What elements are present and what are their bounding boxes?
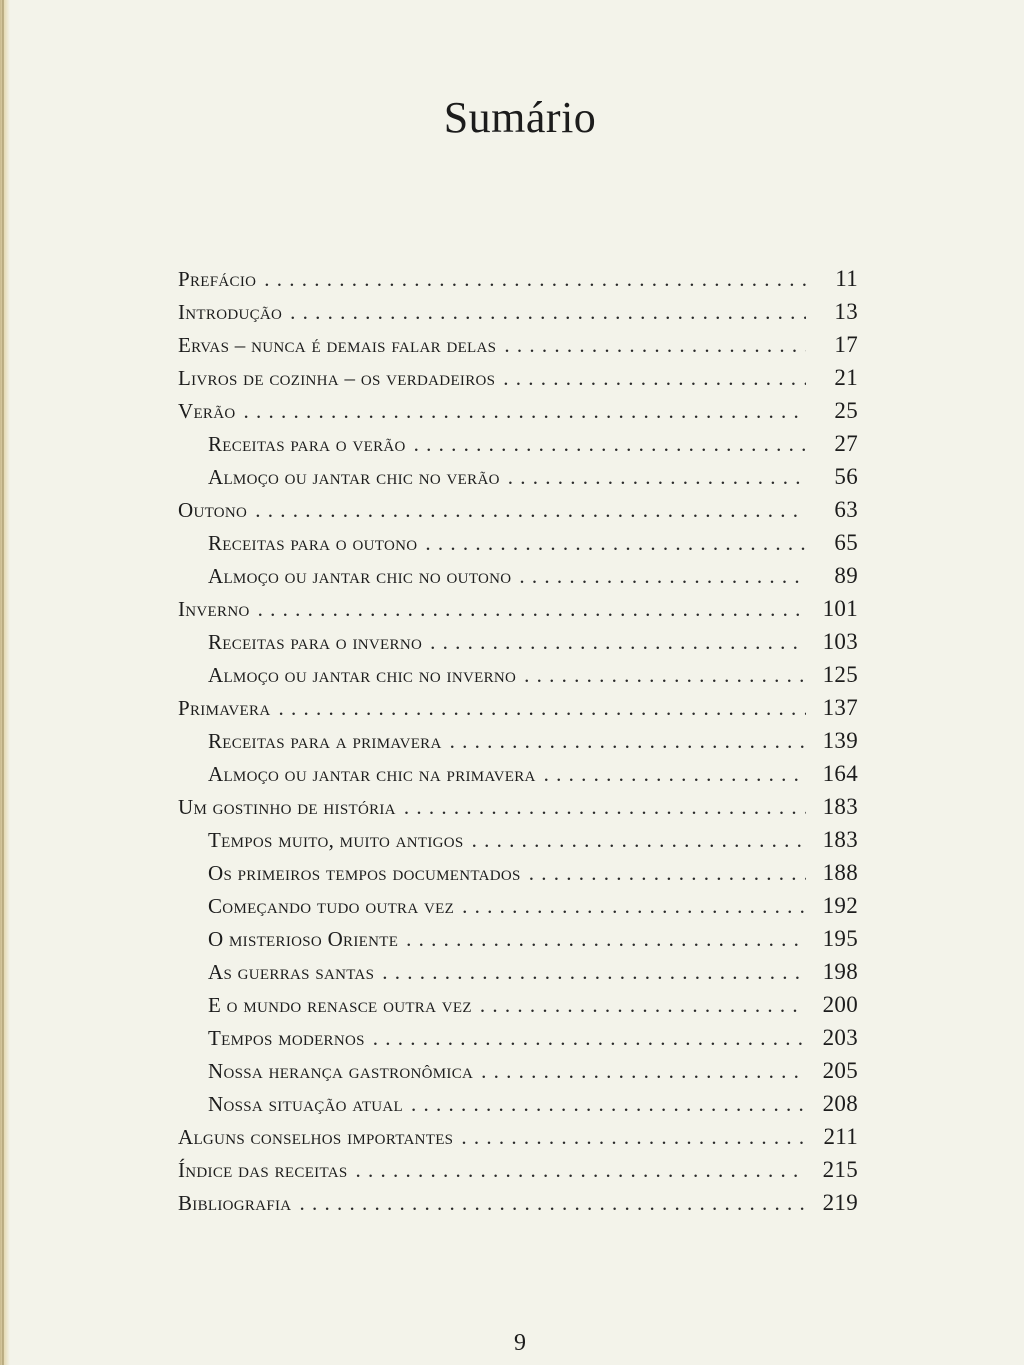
toc-subentry bbox=[178, 761, 858, 794]
toc-entry-title: Outono bbox=[178, 498, 248, 522]
toc-entry-page-number: 211 bbox=[823, 1124, 858, 1149]
toc-entry-title: Alguns conselhos importantes bbox=[178, 1125, 454, 1149]
toc-entry-title: Introdução bbox=[178, 300, 283, 324]
toc-subentry bbox=[178, 926, 858, 959]
dot-leader bbox=[524, 663, 806, 688]
dot-leader bbox=[519, 564, 806, 589]
toc-entry-page-number: 11 bbox=[835, 266, 858, 291]
toc-subentry bbox=[178, 1025, 858, 1058]
dot-leader bbox=[480, 993, 806, 1018]
toc-entry bbox=[178, 299, 858, 332]
toc-entry-page-number: 195 bbox=[822, 926, 858, 951]
toc-entry-title: Almoço ou jantar chic no verão bbox=[208, 465, 500, 489]
toc-entry-title: Os primeiros tempos documentados bbox=[208, 861, 521, 885]
toc-entry bbox=[178, 794, 858, 827]
toc-subentry bbox=[178, 959, 858, 992]
dot-leader bbox=[255, 498, 806, 523]
toc-subentry bbox=[178, 629, 858, 662]
toc-entry-title: E o mundo renasce outra vez bbox=[208, 993, 472, 1017]
dot-leader bbox=[481, 1059, 806, 1084]
toc-entry-page-number: 21 bbox=[834, 365, 858, 390]
dot-leader bbox=[382, 960, 806, 985]
toc-entry-title: Um gostinho de história bbox=[178, 795, 396, 819]
dot-leader bbox=[472, 828, 806, 853]
toc-entry-page-number: 89 bbox=[834, 563, 858, 588]
dot-leader bbox=[461, 1125, 806, 1150]
toc-entry bbox=[178, 1157, 858, 1190]
toc-entry-page-number: 183 bbox=[822, 794, 858, 819]
dot-leader bbox=[356, 1158, 807, 1183]
dot-leader bbox=[406, 927, 806, 952]
toc-entry-title: Inverno bbox=[178, 597, 250, 621]
toc-entry-title: Almoço ou jantar chic no outono bbox=[208, 564, 512, 588]
dot-leader bbox=[430, 630, 806, 655]
dot-leader bbox=[414, 432, 806, 457]
toc-entry-page-number: 215 bbox=[822, 1157, 858, 1182]
toc-entry-page-number: 17 bbox=[834, 332, 858, 357]
toc-entry-page-number: 13 bbox=[834, 299, 858, 324]
toc-entry-page-number: 125 bbox=[822, 662, 858, 687]
dot-leader bbox=[504, 333, 806, 358]
toc-subentry bbox=[178, 992, 858, 1025]
dot-leader bbox=[411, 1092, 806, 1117]
toc-entry-title: Receitas para o outono bbox=[208, 531, 418, 555]
toc-entry-page-number: 103 bbox=[822, 629, 858, 654]
toc-entry-title: O misterioso Oriente bbox=[208, 927, 399, 951]
dot-leader bbox=[299, 1191, 806, 1216]
page-number: 9 bbox=[514, 1330, 526, 1356]
toc-entry-page-number: 25 bbox=[834, 398, 858, 423]
dot-leader bbox=[529, 861, 806, 886]
toc-subentry bbox=[178, 827, 858, 860]
toc-subentry bbox=[178, 893, 858, 926]
toc-entry-title: Livros de cozinha – os verdadeiros bbox=[178, 366, 496, 390]
dot-leader bbox=[508, 465, 806, 490]
toc-entry bbox=[178, 695, 858, 728]
book-binding-edge bbox=[0, 0, 10, 1365]
toc-entry-title: Almoço ou jantar chic no inverno bbox=[208, 663, 517, 687]
toc-entry-page-number: 183 bbox=[822, 827, 858, 852]
toc-entry bbox=[178, 332, 858, 365]
toc-entry-title: Ervas – nunca é demais falar delas bbox=[178, 333, 497, 357]
toc-entry-title: Tempos muito, muito antigos bbox=[208, 828, 464, 852]
dot-leader bbox=[425, 531, 806, 556]
toc-entry-page-number: 205 bbox=[822, 1058, 858, 1083]
toc-entry-page-number: 203 bbox=[822, 1025, 858, 1050]
toc-entry-page-number: 219 bbox=[822, 1190, 858, 1215]
toc-entry-title: Tempos modernos bbox=[208, 1026, 365, 1050]
toc-entry-page-number: 139 bbox=[822, 728, 858, 753]
toc-entry-page-number: 101 bbox=[822, 596, 858, 621]
toc-entry-title: Receitas para a primavera bbox=[208, 729, 442, 753]
toc-subentry bbox=[178, 860, 858, 893]
dot-leader bbox=[450, 729, 806, 754]
table-of-contents bbox=[178, 266, 858, 1223]
toc-entry-page-number: 63 bbox=[834, 497, 858, 522]
dot-leader bbox=[258, 597, 806, 622]
toc-entry-page-number: 164 bbox=[822, 761, 858, 786]
toc-entry-title: Verão bbox=[178, 399, 236, 423]
page-title: Sumário bbox=[443, 93, 597, 142]
toc-entry-page-number: 200 bbox=[822, 992, 858, 1017]
dot-leader bbox=[290, 300, 806, 325]
dot-leader bbox=[544, 762, 806, 787]
toc-entry-title: Índice das receitas bbox=[178, 1158, 348, 1182]
dot-leader bbox=[264, 267, 806, 292]
dot-leader bbox=[278, 696, 806, 721]
toc-subentry bbox=[178, 728, 858, 761]
dot-leader bbox=[404, 795, 806, 820]
toc-entry-title: Receitas para o inverno bbox=[208, 630, 423, 654]
toc-subentry bbox=[178, 563, 858, 596]
toc-entry-title: Prefácio bbox=[178, 267, 257, 291]
toc-entry-page-number: 208 bbox=[822, 1091, 858, 1116]
toc-subentry bbox=[178, 1058, 858, 1091]
toc-entry-page-number: 56 bbox=[834, 464, 858, 489]
toc-entry-title: Bibliografia bbox=[178, 1191, 292, 1215]
toc-entry-page-number: 27 bbox=[834, 431, 858, 456]
toc-entry-title: Nossa herança gastronômica bbox=[208, 1059, 474, 1083]
dot-leader bbox=[462, 894, 806, 919]
toc-entry-title: As guerras santas bbox=[208, 960, 375, 984]
toc-entry-page-number: 65 bbox=[834, 530, 858, 555]
toc-subentry bbox=[178, 1091, 858, 1124]
dot-leader bbox=[373, 1026, 806, 1051]
toc-entry bbox=[178, 1190, 858, 1223]
toc-entry-page-number: 188 bbox=[822, 860, 858, 885]
toc-subentry bbox=[178, 431, 858, 464]
toc-subentry bbox=[178, 662, 858, 695]
dot-leader bbox=[244, 399, 807, 424]
toc-entry-title: Começando tudo outra vez bbox=[208, 894, 455, 918]
toc-entry bbox=[178, 497, 858, 530]
dot-leader bbox=[503, 366, 806, 391]
toc-entry bbox=[178, 596, 858, 629]
toc-entry-title: Nossa situação atual bbox=[208, 1092, 404, 1116]
toc-subentry bbox=[178, 464, 858, 497]
toc-entry-title: Receitas para o verão bbox=[208, 432, 406, 456]
toc-entry-page-number: 198 bbox=[822, 959, 858, 984]
toc-entry-page-number: 137 bbox=[822, 695, 858, 720]
toc-subentry bbox=[178, 530, 858, 563]
toc-entry bbox=[178, 365, 858, 398]
toc-entry-title: Almoço ou jantar chic na primavera bbox=[208, 762, 536, 786]
toc-entry-page-number: 192 bbox=[822, 893, 858, 918]
toc-entry bbox=[178, 266, 858, 299]
toc-entry bbox=[178, 398, 858, 431]
toc-entry-title: Primavera bbox=[178, 696, 271, 720]
toc-entry bbox=[178, 1124, 858, 1157]
